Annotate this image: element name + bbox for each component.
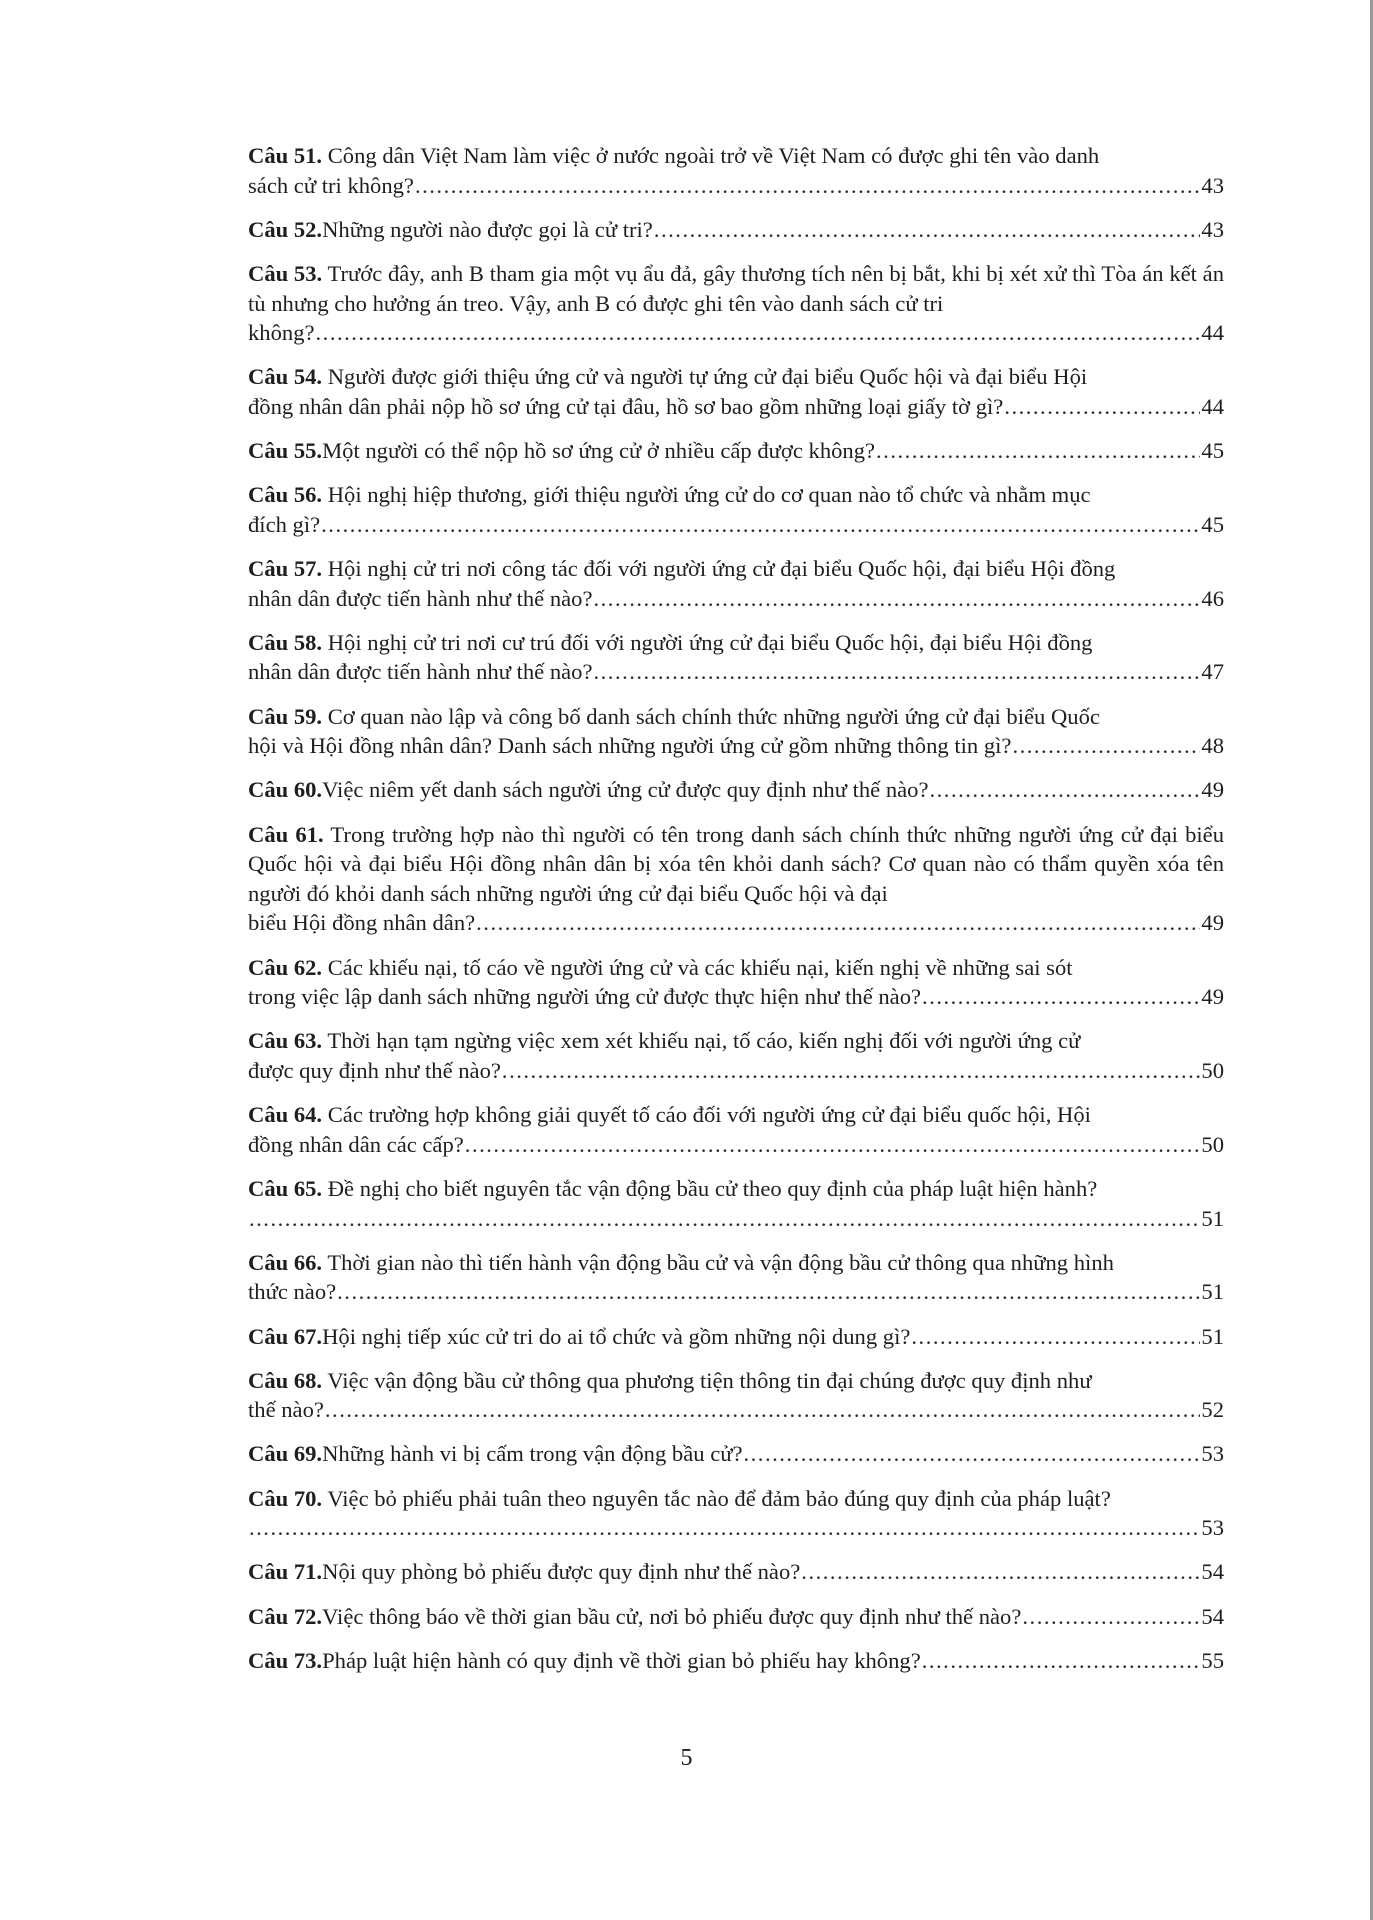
question-text-body: Việc vận động bầu cử thông qua phương tiện thông tin đại chúng được quy định như xyxy=(322,1367,1092,1393)
toc-entry xyxy=(248,215,1224,245)
toc-line xyxy=(248,1277,1224,1307)
question-text-body: Thời hạn tạm ngừng việc xem xét khiếu nại, tố cáo, kiến nghị đối với người ứng cử xyxy=(322,1028,1081,1054)
toc-page-number: 54 xyxy=(1201,1603,1224,1629)
question-text-end: Một người có thể nộp hồ sơ ứng cử ở nhiều cấp được không? xyxy=(322,438,876,464)
dot-leader xyxy=(930,775,1201,805)
toc-line xyxy=(248,1439,1224,1469)
toc-line xyxy=(248,510,1224,540)
toc-page-number: 51 xyxy=(1201,1205,1224,1231)
question-text-end: Những hành vi bị cấm trong vận động bầu cử? xyxy=(322,1441,743,1467)
dot-leader xyxy=(911,1322,1200,1352)
dot-leader xyxy=(1004,392,1200,422)
toc-page-number: 49 xyxy=(1201,984,1224,1010)
question-number: Câu 65. xyxy=(248,1175,323,1201)
dot-leader xyxy=(465,1130,1201,1160)
question-text xyxy=(248,1174,1224,1204)
dot-leader xyxy=(922,982,1200,1012)
toc-entry xyxy=(248,1322,1224,1352)
dot-leader xyxy=(744,1439,1201,1469)
toc-entry xyxy=(248,775,1224,805)
question-number: Câu 54. xyxy=(248,364,323,390)
toc-line xyxy=(248,318,1224,348)
question-number: Câu 69. xyxy=(248,1441,323,1467)
question-text-end: đích gì? xyxy=(248,511,321,537)
toc-line xyxy=(248,436,1224,466)
toc-page-number: 50 xyxy=(1201,1131,1224,1157)
toc-page-number: 49 xyxy=(1201,777,1224,803)
question-text xyxy=(248,702,1224,732)
toc-page-number: 54 xyxy=(1201,1559,1224,1585)
question-text-end: được quy định như thế nào? xyxy=(248,1057,501,1083)
toc-entry xyxy=(248,554,1224,613)
toc-line xyxy=(248,171,1224,201)
toc-page-number: 49 xyxy=(1201,910,1224,936)
dot-leader xyxy=(502,1056,1200,1086)
toc-line xyxy=(248,1204,1224,1234)
question-number: Câu 73. xyxy=(248,1647,323,1673)
question-text-body: Đề nghị cho biết nguyên tắc vận động bầu cử theo quy định của pháp luật hiện hành? xyxy=(322,1175,1098,1201)
dot-leader xyxy=(876,436,1200,466)
toc-line xyxy=(248,1130,1224,1160)
question-text xyxy=(248,1366,1224,1396)
toc-entry xyxy=(248,1366,1224,1425)
question-text-body: Việc bỏ phiếu phải tuân theo nguyên tắc nào để đảm bảo đúng quy định của pháp luật? xyxy=(322,1485,1111,1511)
question-text-end: Việc niêm yết danh sách người ứng cử được quy định như thế nào? xyxy=(322,777,929,803)
dot-leader xyxy=(1012,731,1200,761)
toc-entry xyxy=(248,259,1224,348)
question-text-end: nhân dân được tiến hành như thế nào? xyxy=(248,585,593,611)
table-of-contents xyxy=(248,141,1224,1690)
question-text xyxy=(248,628,1224,658)
question-number: Câu 51. xyxy=(248,143,323,168)
toc-page-number: 44 xyxy=(1201,393,1224,419)
dot-leader xyxy=(415,171,1200,201)
toc-entry xyxy=(248,1484,1224,1543)
toc-line xyxy=(248,1322,1224,1352)
toc-page-number: 47 xyxy=(1201,659,1224,685)
dot-leader xyxy=(1022,1602,1200,1632)
question-text-body: Các trường hợp không giải quyết tố cáo đối với người ứng cử đại biểu quốc hội, Hội xyxy=(322,1102,1091,1128)
dot-leader xyxy=(249,1204,1200,1234)
toc-page-number: 48 xyxy=(1201,733,1224,759)
toc-entry xyxy=(248,628,1224,687)
toc-entry xyxy=(248,1602,1224,1632)
question-number: Câu 60. xyxy=(248,777,323,803)
toc-line xyxy=(248,1513,1224,1543)
toc-page-number: 52 xyxy=(1201,1397,1224,1423)
toc-entry xyxy=(248,820,1224,938)
toc-entry xyxy=(248,1174,1224,1233)
question-number: Câu 63. xyxy=(248,1028,323,1054)
dot-leader xyxy=(321,510,1200,540)
toc-page-number: 43 xyxy=(1201,216,1224,242)
question-text-end: sách cử tri không? xyxy=(248,172,414,198)
question-text-body: Công dân Việt Nam làm việc ở nước ngoài trở về Việt Nam có được ghi tên vào danh xyxy=(322,143,1100,168)
question-text-end: nhân dân được tiến hành như thế nào? xyxy=(248,659,593,685)
question-text-body: Cơ quan nào lập và công bố danh sách chính thức những người ứng cử đại biểu Quốc xyxy=(322,703,1100,729)
toc-line xyxy=(248,1056,1224,1086)
dot-leader xyxy=(316,318,1201,348)
question-number: Câu 68. xyxy=(248,1367,323,1393)
question-number: Câu 64. xyxy=(248,1102,323,1128)
toc-entry xyxy=(248,1439,1224,1469)
toc-entry xyxy=(248,702,1224,761)
toc-page-number: 44 xyxy=(1201,320,1224,346)
question-text xyxy=(248,1248,1224,1278)
question-text-body: Các khiếu nại, tố cáo về người ứng cử và các khiếu nại, kiến nghị về những sai sót xyxy=(322,954,1073,980)
question-text-body: Hội nghị cử tri nơi công tác đối với người ứng cử đại biểu Quốc hội, đại biểu Hội đồng xyxy=(322,556,1116,582)
dot-leader xyxy=(476,908,1200,938)
toc-entry xyxy=(248,1557,1224,1587)
toc-entry xyxy=(248,1100,1224,1159)
question-text-end: hội và Hội đồng nhân dân? Danh sách những người ứng cử gồm những thông tin gì? xyxy=(248,733,1012,759)
question-text xyxy=(248,259,1224,318)
toc-entry xyxy=(248,1248,1224,1307)
toc-page-number: 55 xyxy=(1201,1647,1224,1673)
toc-line xyxy=(248,1646,1224,1676)
toc-line xyxy=(248,392,1224,422)
toc-entry xyxy=(248,362,1224,421)
toc-line xyxy=(248,908,1224,938)
toc-page-number: 46 xyxy=(1201,585,1224,611)
dot-leader xyxy=(249,1513,1200,1543)
toc-page-number: 53 xyxy=(1201,1515,1224,1541)
question-number: Câu 52. xyxy=(248,216,323,242)
question-text-end: không? xyxy=(248,320,315,346)
question-number: Câu 55. xyxy=(248,438,323,464)
question-text-end: Nội quy phòng bỏ phiếu được quy định như thế nào? xyxy=(322,1559,801,1585)
question-text xyxy=(248,953,1224,983)
toc-line xyxy=(248,1395,1224,1425)
toc-entry xyxy=(248,953,1224,1012)
toc-entry xyxy=(248,1026,1224,1085)
toc-page-number: 45 xyxy=(1201,438,1224,464)
toc-entry xyxy=(248,1646,1224,1676)
question-text-end: Pháp luật hiện hành có quy định về thời gian bỏ phiếu hay không? xyxy=(322,1647,921,1673)
question-text xyxy=(248,1026,1224,1056)
question-number: Câu 61. xyxy=(248,821,324,847)
toc-page-number: 53 xyxy=(1201,1441,1224,1467)
question-text-end: Những người nào được gọi là cử tri? xyxy=(322,216,653,242)
question-text-body: Hội nghị cử tri nơi cư trú đối với người ứng cử đại biểu Quốc hội, đại biểu Hội đồng xyxy=(322,629,1093,655)
dot-leader xyxy=(594,657,1201,687)
dot-leader xyxy=(654,215,1201,245)
dot-leader xyxy=(801,1557,1200,1587)
question-text-end: Việc thông báo về thời gian bầu cử, nơi bỏ phiếu được quy định như thế nào? xyxy=(322,1603,1022,1629)
dot-leader xyxy=(325,1395,1201,1425)
question-text-end: biểu Hội đồng nhân dân? xyxy=(248,910,476,936)
toc-page-number: 51 xyxy=(1201,1323,1224,1349)
question-number: Câu 70. xyxy=(248,1485,323,1511)
toc-entry xyxy=(248,436,1224,466)
question-text xyxy=(248,362,1224,392)
question-number: Câu 72. xyxy=(248,1603,323,1629)
dot-leader xyxy=(922,1646,1201,1676)
dot-leader xyxy=(337,1277,1200,1307)
toc-page-number: 43 xyxy=(1201,172,1224,198)
toc-line xyxy=(248,215,1224,245)
question-number: Câu 57. xyxy=(248,556,323,582)
question-text xyxy=(248,1100,1224,1130)
question-number: Câu 58. xyxy=(248,629,323,655)
toc-line xyxy=(248,1557,1224,1587)
page-number: 5 xyxy=(680,1745,693,1771)
toc-entry xyxy=(248,480,1224,539)
question-text-end: đồng nhân dân phải nộp hồ sơ ứng cử tại đâu, hồ sơ bao gồm những loại giấy tờ gì? xyxy=(248,393,1004,419)
question-number: Câu 62. xyxy=(248,954,323,980)
question-text-end: thức nào? xyxy=(248,1279,337,1305)
question-text-end: đồng nhân dân các cấp? xyxy=(248,1131,464,1157)
question-text xyxy=(248,141,1224,171)
question-number: Câu 59. xyxy=(248,703,323,729)
question-text-end: thế nào? xyxy=(248,1397,324,1423)
question-text xyxy=(248,1484,1224,1514)
question-number: Câu 67. xyxy=(248,1323,323,1349)
question-text-body: Trước đây, anh B tham gia một vụ ẩu đả, gây thương tích nên bị bắt, khi bị xét xử thì Tòa án kết án tù nhưng cho hưởng án treo. Vậy, anh B có được ghi tên vào danh sách cử tri xyxy=(248,260,1225,316)
toc-entry xyxy=(248,141,1224,200)
question-number: Câu 56. xyxy=(248,482,323,508)
toc-line xyxy=(248,731,1224,761)
question-text xyxy=(248,554,1224,584)
question-text-body: Người được giới thiệu ứng cử và người tự ứng cử đại biểu Quốc hội và đại biểu Hội xyxy=(322,364,1088,390)
question-text xyxy=(248,480,1224,510)
toc-line xyxy=(248,775,1224,805)
question-number: Câu 66. xyxy=(248,1249,323,1275)
question-text-body: Hội nghị hiệp thương, giới thiệu người ứng cử do cơ quan nào tổ chức và nhằm mục xyxy=(322,482,1091,508)
toc-line xyxy=(248,657,1224,687)
question-number: Câu 71. xyxy=(248,1559,323,1585)
toc-line xyxy=(248,982,1224,1012)
question-text xyxy=(248,820,1224,909)
question-text-body: Thời gian nào thì tiến hành vận động bầu cử và vận động bầu cử thông qua những hình xyxy=(322,1249,1114,1275)
toc-page-number: 51 xyxy=(1201,1279,1224,1305)
toc-line xyxy=(248,584,1224,614)
toc-line xyxy=(248,1602,1224,1632)
question-text-body: Trong trường hợp nào thì người có tên trong danh sách chính thức những người ứng cử đại biểu Quốc hội và đại biểu Hội đồng nhân dân bị xóa tên khỏi danh sách? Cơ quan nào có thẩm quyền xóa tên người đó khỏi danh sách những người ứng cử đại biểu Quốc hội và đại xyxy=(248,821,1224,906)
question-number: Câu 53. xyxy=(248,260,323,286)
question-text-end: Hội nghị tiếp xúc cử tri do ai tổ chức và gồm những nội dung gì? xyxy=(322,1323,911,1349)
toc-page-number: 50 xyxy=(1201,1057,1224,1083)
question-text-end: trong việc lập danh sách những người ứng cử được thực hiện như thế nào? xyxy=(248,984,922,1010)
dot-leader xyxy=(594,584,1201,614)
toc-page-number: 45 xyxy=(1201,511,1224,537)
